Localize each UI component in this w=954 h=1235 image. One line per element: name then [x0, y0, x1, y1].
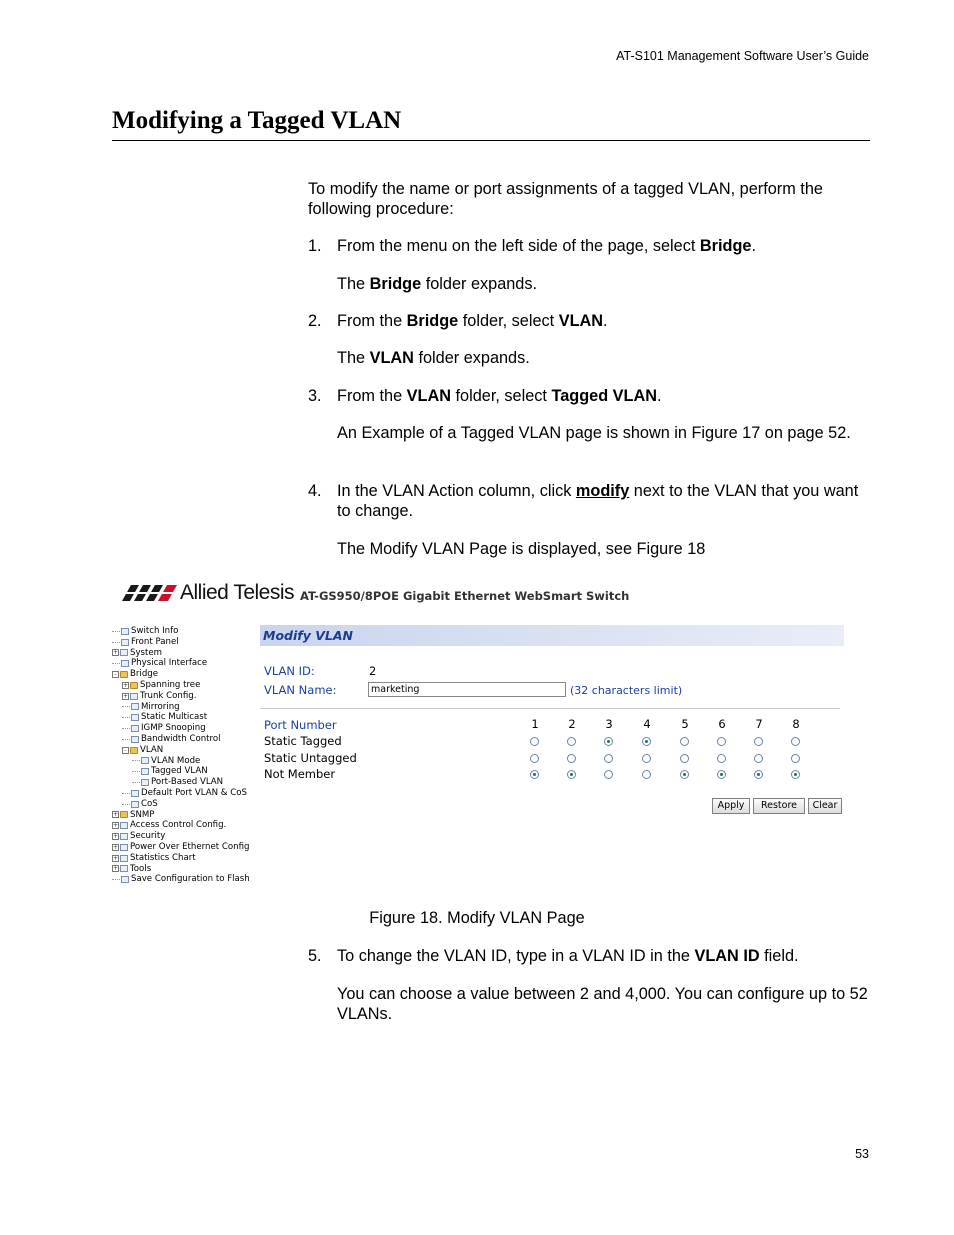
page-icon [120, 649, 128, 656]
port-membership-radio[interactable] [680, 737, 689, 746]
tree-connector [122, 706, 130, 707]
port-number-header: 7 [755, 717, 763, 731]
tree-item-label: Front Panel [131, 636, 179, 647]
tree-item[interactable] [112, 626, 252, 637]
tree-connector [132, 760, 140, 761]
page-icon [131, 801, 139, 808]
tree-item-label: VLAN [140, 744, 164, 755]
tree-item[interactable] [112, 874, 252, 885]
tree-item-label: Statistics Chart [130, 852, 196, 863]
tree-item-label: System [130, 647, 163, 658]
port-membership-radio[interactable] [717, 770, 726, 779]
expand-icon[interactable]: + [113, 811, 119, 819]
vlan-id-label: VLAN ID: [264, 664, 315, 678]
tree-connector [122, 728, 130, 729]
tree-connector [122, 739, 130, 740]
tree-item[interactable] [112, 680, 252, 691]
tree-item[interactable] [112, 712, 252, 723]
tree-connector [122, 717, 130, 718]
port-membership-radio[interactable] [604, 754, 613, 763]
page-icon [120, 865, 128, 872]
port-membership-radio[interactable] [717, 754, 726, 763]
logo-wordmark: Allied Telesis [180, 581, 295, 604]
folder-icon [130, 682, 138, 689]
page-icon [131, 736, 139, 743]
port-membership-radio[interactable] [530, 737, 539, 746]
port-number-header: 2 [568, 717, 576, 731]
tree-item-label: Access Control Config. [130, 820, 227, 831]
port-membership-radio[interactable] [567, 770, 576, 779]
tree-item[interactable] [112, 723, 252, 734]
running-header: AT-S101 Management Software User’s Guide [616, 49, 869, 63]
step-3-text: From the VLAN folder, select Tagged VLAN. [337, 387, 662, 405]
vlan-name-input[interactable]: marketing [368, 682, 566, 697]
panel-title: Modify VLAN [260, 625, 844, 646]
port-number-header: 8 [792, 717, 800, 731]
tree-connector [112, 642, 120, 643]
expand-icon[interactable]: + [113, 649, 119, 657]
tree-item-label: Security [130, 831, 166, 842]
vendor-banner [122, 582, 629, 604]
tree-item[interactable] [112, 799, 252, 810]
tree-item-label: Bandwidth Control [141, 733, 221, 744]
apply-button[interactable]: Apply [712, 798, 750, 814]
port-membership-radio[interactable] [530, 754, 539, 763]
page-icon [121, 639, 129, 646]
page-number: 53 [855, 1147, 869, 1161]
port-membership-radio[interactable] [642, 754, 651, 763]
expand-icon[interactable]: + [113, 822, 119, 830]
tree-item[interactable] [112, 669, 252, 680]
tree-item[interactable] [112, 766, 252, 777]
port-membership-radio[interactable] [791, 754, 800, 763]
tree-item-label: Save Configuration to Flash [131, 874, 250, 885]
tree-item[interactable] [112, 658, 252, 669]
tree-item-label: SNMP [130, 809, 155, 820]
tree-item[interactable] [112, 745, 252, 756]
port-membership-radio[interactable] [754, 737, 763, 746]
folder-icon [120, 671, 128, 678]
tree-item[interactable] [112, 734, 252, 745]
step-5-text: To change the VLAN ID, type in a VLAN ID in the VLAN ID field. [337, 947, 799, 965]
collapse-icon[interactable]: - [122, 747, 129, 754]
page-icon [130, 693, 138, 700]
tree-item-label: Physical Interface [131, 658, 208, 669]
step-4-number: 4. [308, 482, 322, 500]
membership-row-label: Static Tagged [264, 734, 342, 748]
port-membership-radio[interactable] [754, 770, 763, 779]
page-icon [121, 660, 129, 667]
tree-connector [132, 771, 140, 772]
section-title: Modifying a Tagged VLAN [112, 107, 402, 134]
page-icon [131, 703, 139, 710]
port-number-label: Port Number [264, 718, 337, 732]
tree-connector [122, 804, 130, 805]
tree-item-label: Tagged VLAN [151, 766, 208, 777]
expand-icon[interactable]: + [113, 833, 119, 841]
tree-item[interactable] [112, 842, 252, 853]
expand-icon[interactable]: + [113, 843, 119, 851]
port-membership-radio[interactable] [604, 737, 613, 746]
port-number-header: 6 [718, 717, 726, 731]
page-icon [141, 768, 149, 775]
allied-telesis-logo-icon [122, 584, 178, 602]
page-icon [120, 833, 128, 840]
navigation-tree [112, 626, 252, 885]
figure-caption: Figure 18. Modify VLAN Page [369, 909, 585, 927]
port-membership-radio[interactable] [642, 770, 651, 779]
step-3-note: An Example of a Tagged VLAN page is shown in Figure 17 on page 52. [337, 424, 851, 442]
tree-item-label: VLAN Mode [151, 755, 201, 766]
port-membership-radio[interactable] [791, 770, 800, 779]
port-membership-radio[interactable] [680, 770, 689, 779]
membership-row-label: Static Untagged [264, 751, 357, 765]
step-5-number: 5. [308, 947, 322, 965]
tree-item-label: Spanning tree [140, 679, 201, 690]
tree-connector [112, 879, 120, 880]
page-icon [120, 855, 128, 862]
modify-link[interactable]: modify [575, 482, 630, 500]
step-2-number: 2. [308, 312, 322, 330]
page-icon [131, 790, 139, 797]
title-rule [112, 140, 870, 141]
port-number-header: 5 [681, 717, 689, 731]
tree-item-label: IGMP Snooping [141, 723, 206, 734]
expand-icon[interactable]: + [123, 692, 129, 700]
step-2-text: From the Bridge folder, select VLAN. [337, 312, 608, 330]
port-membership-radio[interactable] [791, 737, 800, 746]
tree-item[interactable] [112, 648, 252, 659]
page-icon [120, 844, 128, 851]
step-2-note: The VLAN folder expands. [337, 349, 530, 367]
modify-vlan-screenshot [110, 578, 846, 888]
tree-item[interactable] [112, 820, 252, 831]
tree-item[interactable] [112, 788, 252, 799]
vlan-id-value[interactable]: 2 [369, 664, 377, 678]
vlan-name-label: VLAN Name: [264, 683, 337, 697]
port-number-header: 3 [605, 717, 613, 731]
tree-item[interactable] [112, 777, 252, 788]
tree-item-label: Power Over Ethernet Config [130, 841, 250, 852]
port-membership-radio[interactable] [717, 737, 726, 746]
tree-item[interactable] [112, 831, 252, 842]
tree-item-label: Trunk Config. [140, 690, 197, 701]
tree-connector [132, 782, 140, 783]
tree-connector [122, 793, 130, 794]
step-1-note: The Bridge folder expands. [337, 275, 538, 293]
step-1-number: 1. [308, 237, 322, 255]
tree-connector [112, 663, 120, 664]
name-limit-hint: (32 characters limit) [570, 684, 683, 697]
product-name: AT-GS950/8POE Gigabit Ethernet WebSmart Switch [300, 589, 630, 603]
folder-icon [130, 747, 138, 754]
tree-item-label: Switch Info [131, 626, 179, 636]
tree-item[interactable] [112, 853, 252, 864]
tree-connector [112, 631, 120, 632]
step-4-text: In the VLAN Action column, click modify next to the VLAN that you want to change. [337, 482, 859, 520]
page-icon [121, 628, 129, 635]
expand-icon[interactable]: + [113, 854, 119, 862]
port-membership-radio[interactable] [604, 770, 613, 779]
port-membership-radio[interactable] [680, 754, 689, 763]
port-number-header: 4 [643, 717, 651, 731]
collapse-icon[interactable]: - [112, 671, 119, 678]
page-icon [131, 714, 139, 721]
tree-item-label: Bridge [130, 669, 159, 680]
port-membership-radio[interactable] [567, 737, 576, 746]
port-membership-radio[interactable] [754, 754, 763, 763]
step-3-number: 3. [308, 387, 322, 405]
tree-item-label: Tools [130, 863, 152, 874]
tree-item[interactable] [112, 702, 252, 713]
tree-item-label: Mirroring [141, 701, 180, 712]
step-4-note: The Modify VLAN Page is displayed, see Figure 18 [337, 540, 706, 558]
step-5-note: You can choose a value between 2 and 4,000. You can configure up to 52 VLANs. [337, 985, 868, 1023]
port-membership-radio[interactable] [530, 770, 539, 779]
tree-item-label: CoS [141, 798, 158, 809]
port-number-header: 1 [531, 717, 539, 731]
expand-icon[interactable]: + [113, 865, 119, 873]
panel-divider [260, 708, 840, 709]
tree-item-label: Static Multicast [141, 712, 208, 723]
intro-paragraph: To modify the name or port assignments of a tagged VLAN, perform the following procedure: [308, 180, 823, 218]
tree-item[interactable] [112, 864, 252, 875]
tree-item-label: Default Port VLAN & CoS [141, 787, 247, 798]
clear-button[interactable]: Clear [808, 798, 842, 814]
tree-item[interactable] [112, 756, 252, 767]
page-icon [131, 725, 139, 732]
tree-item[interactable] [112, 637, 252, 648]
modify-vlan-panel [260, 625, 844, 811]
port-membership-radio[interactable] [642, 737, 651, 746]
expand-icon[interactable]: + [123, 681, 129, 689]
tree-item[interactable] [112, 691, 252, 702]
page-icon [120, 822, 128, 829]
port-membership-radio[interactable] [567, 754, 576, 763]
tree-item-label: Port-Based VLAN [151, 777, 224, 788]
page-icon [141, 757, 149, 764]
folder-icon [120, 811, 128, 818]
membership-row-label: Not Member [264, 767, 336, 781]
page-icon [141, 779, 149, 786]
step-1-text: From the menu on the left side of the page, select Bridge. [337, 237, 757, 255]
restore-button[interactable]: Restore [753, 798, 805, 814]
tree-item[interactable] [112, 810, 252, 821]
page-icon [121, 876, 129, 883]
